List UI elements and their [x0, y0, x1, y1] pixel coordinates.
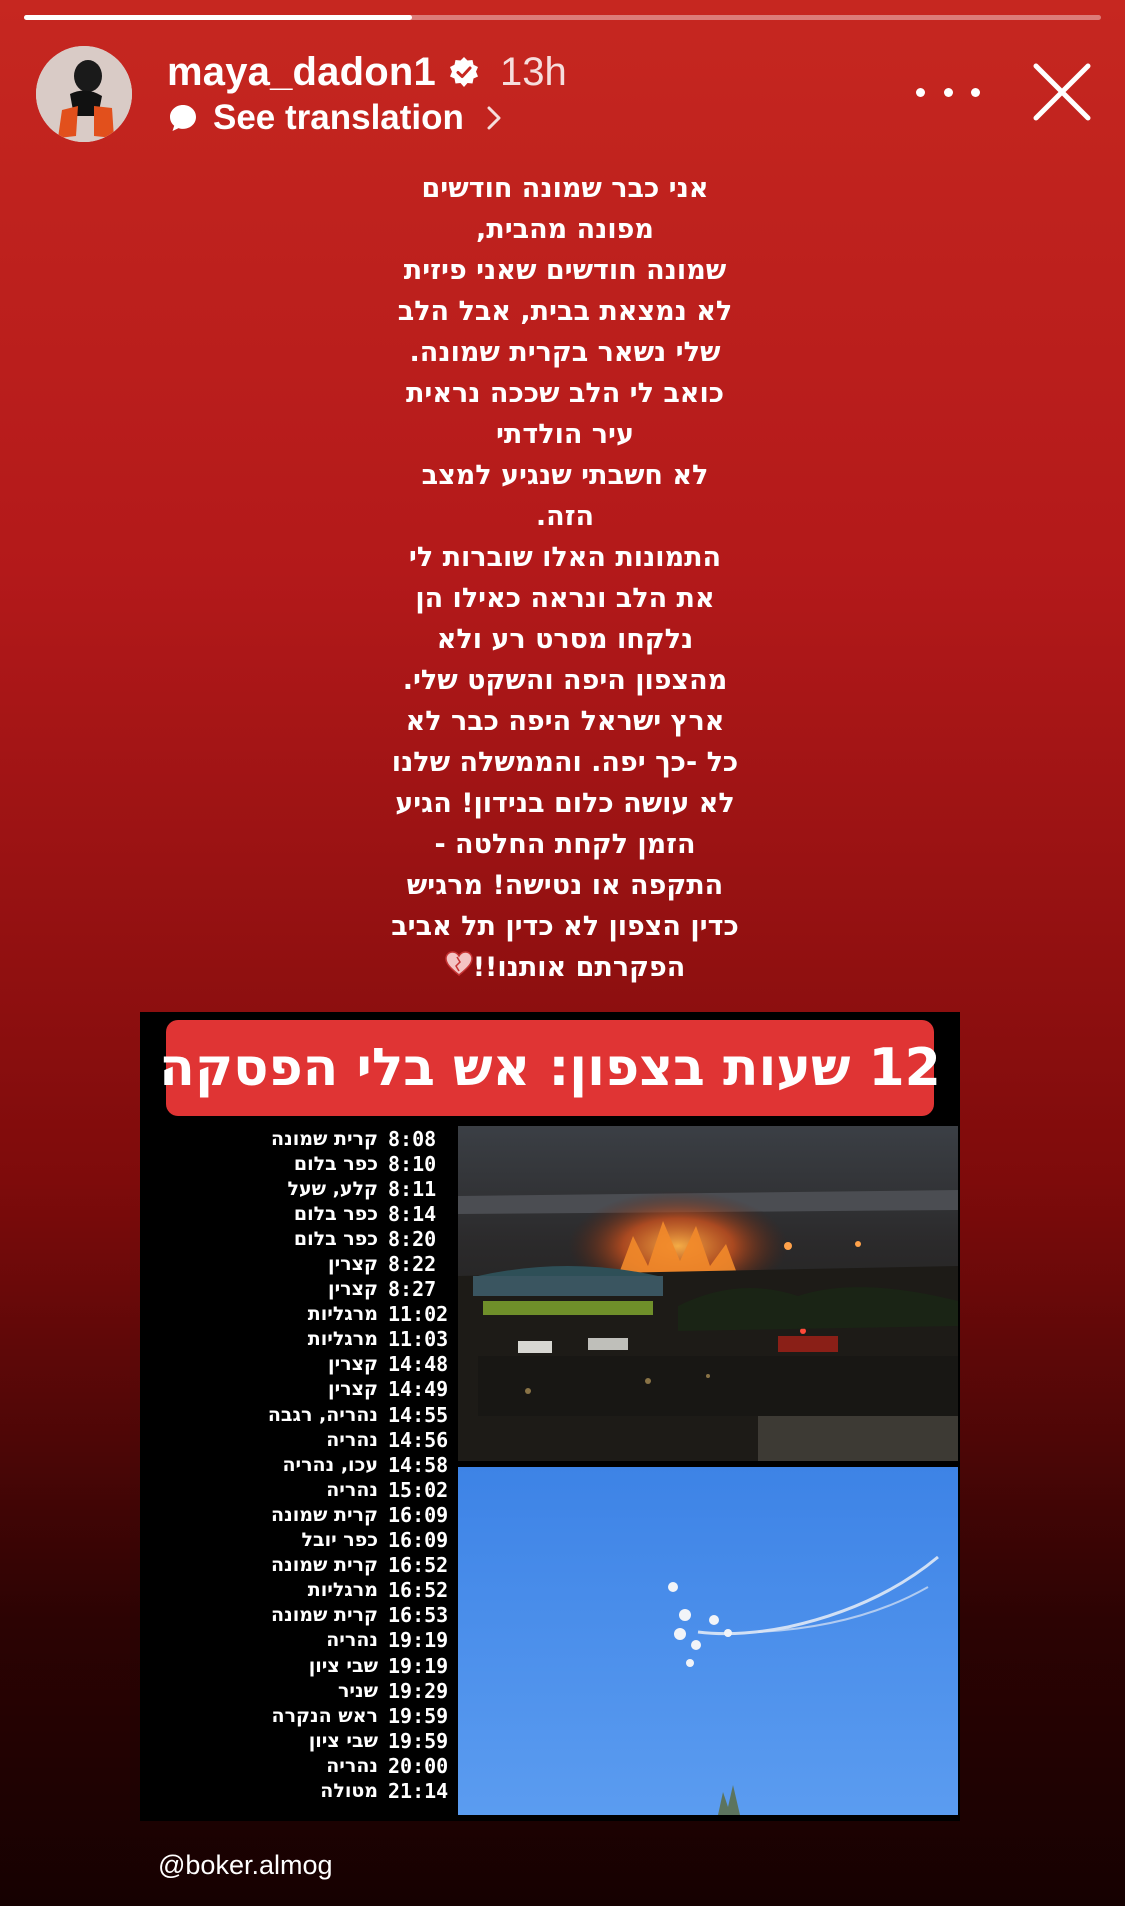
caption-line: כואב לי הלב שככה נראית	[405, 378, 725, 409]
timeline-place: כפר יובל	[301, 1529, 378, 1552]
caption-line: לא חשבתי שנגיע למצב	[421, 460, 709, 491]
credit-tag[interactable]: @boker.almog	[158, 1850, 333, 1880]
timeline-place: שבי ציון	[308, 1729, 378, 1752]
caption-line: התמונות האלו שוברות לי	[408, 542, 722, 573]
timeline-place: ראש הנקרה	[271, 1704, 378, 1727]
timeline-place: קרית שמונה	[271, 1604, 378, 1627]
avatar[interactable]	[36, 46, 132, 142]
story-progress-bar	[24, 15, 1101, 20]
timeline-row	[140, 1778, 450, 1803]
timeline-row	[140, 1377, 450, 1402]
see-translation-button[interactable]	[167, 96, 504, 140]
timeline-place: מטולה	[320, 1779, 378, 1802]
timeline-time: 15:02	[388, 1477, 449, 1502]
caption-line: נלקחו מסרט רע ולא	[436, 624, 694, 655]
caption-line: ארץ ישראל היפה כבר לא	[405, 706, 725, 737]
interceptions-sky-photo	[458, 1467, 958, 1815]
heart-icon	[445, 948, 473, 989]
username[interactable]: maya_dadon1	[167, 49, 436, 94]
timeline-time: 14:49	[388, 1377, 449, 1402]
timeline-time: 19:59	[388, 1703, 449, 1728]
fire-photo	[458, 1126, 958, 1461]
caption-line: מהצפון היפה והשקט שלי.	[402, 665, 728, 696]
timeline-row	[140, 1352, 450, 1377]
caption-line: כל -כך יפה. והממשלה שלנו	[391, 747, 739, 778]
post-time: 13h	[499, 49, 567, 94]
timeline-row	[140, 1226, 450, 1251]
timeline-time: 8:22	[388, 1252, 437, 1277]
timeline-place: עכו, נהריה	[282, 1453, 378, 1476]
timeline-row	[140, 1302, 450, 1327]
timeline-row	[140, 1578, 450, 1603]
chevron-right-icon	[484, 104, 504, 132]
caption-line: הזמן לקחת החלטה -	[434, 829, 696, 860]
timeline-place: נהריה, רגבה	[267, 1403, 378, 1426]
caption-line: הזה.	[535, 501, 595, 532]
timeline-time: 8:14	[388, 1201, 437, 1226]
timeline-place: שבי ציון	[308, 1654, 378, 1677]
caption-line: שמונה חודשים שאני פיזית	[403, 255, 727, 286]
story-caption	[300, 168, 830, 989]
timeline-row	[140, 1753, 450, 1778]
timeline-time: 11:03	[388, 1327, 449, 1352]
timeline-time: 8:27	[388, 1277, 437, 1302]
timeline-time: 19:59	[388, 1728, 449, 1753]
close-icon[interactable]	[1030, 60, 1094, 124]
see-translation-label: See translation	[213, 98, 464, 137]
caption-line: אני כבר שמונה חודשים	[421, 173, 709, 204]
timeline-place: קצרין	[328, 1353, 378, 1376]
timeline-row	[140, 1628, 450, 1653]
story-header	[167, 48, 567, 96]
timeline-place: קצרין	[328, 1253, 378, 1276]
caption-line: את הלב ונראה כאילו הן	[415, 583, 715, 614]
timeline-time: 21:14	[388, 1778, 449, 1803]
timeline-row	[140, 1327, 450, 1352]
timeline-place: מרגליות	[307, 1303, 378, 1326]
timeline-place: כפר בלום	[293, 1227, 378, 1250]
caption-line: הפקרתם אותנו!!	[300, 947, 830, 989]
timeline-time: 16:09	[388, 1528, 449, 1553]
timeline-row	[140, 1151, 450, 1176]
timeline-row	[140, 1678, 450, 1703]
timeline-row	[140, 1477, 450, 1502]
timeline-time: 8:10	[388, 1151, 437, 1176]
timeline-time: 16:09	[388, 1502, 449, 1527]
timeline-place: קרית שמונה	[271, 1127, 378, 1150]
timeline-time: 8:20	[388, 1226, 437, 1251]
timeline-time: 19:19	[388, 1628, 449, 1653]
timeline-place: קצרין	[328, 1378, 378, 1401]
timeline-place: מרגליות	[307, 1579, 378, 1602]
timeline-time: 14:55	[388, 1402, 449, 1427]
timeline-time: 19:19	[388, 1653, 449, 1678]
caption-line: מפונה מהבית,	[476, 214, 654, 245]
caption-line: התקפה או נטישה! מרגיש	[406, 870, 724, 901]
timeline-time: 19:29	[388, 1678, 449, 1703]
timeline-row	[140, 1728, 450, 1753]
timeline-time: 14:56	[388, 1427, 449, 1452]
timeline-time: 16:52	[388, 1578, 449, 1603]
timeline-row	[140, 1126, 450, 1151]
timeline-row	[140, 1603, 450, 1628]
infographic-banner	[159, 1020, 941, 1116]
timeline-place: קרית שמונה	[271, 1503, 378, 1526]
timeline-time: 20:00	[388, 1753, 449, 1778]
timeline-time: 16:53	[388, 1603, 449, 1628]
timeline-time: 11:02	[388, 1302, 449, 1327]
caption-line: לא נמצאת בבית, אבל הלב	[397, 296, 733, 327]
timeline-time: 8:08	[388, 1126, 437, 1151]
timeline-place: נהריה	[326, 1629, 378, 1652]
banner-title: 12 שעות בצפון: אש בלי הפסקה	[159, 1038, 941, 1098]
verified-badge-icon	[448, 56, 480, 88]
caption-line: לא עושה כלום בנידון! הגיע	[395, 788, 735, 819]
timeline-time: 14:48	[388, 1352, 449, 1377]
timeline-row	[140, 1502, 450, 1527]
timeline-row	[140, 1201, 450, 1226]
timeline-row	[140, 1528, 450, 1553]
timeline-row	[140, 1402, 450, 1427]
timeline-row	[140, 1653, 450, 1678]
dot	[944, 88, 953, 97]
dot	[916, 88, 925, 97]
timeline-place: כפר בלום	[293, 1202, 378, 1225]
attack-timeline	[140, 1126, 450, 1804]
timeline-place: קלע, שעל	[287, 1177, 378, 1200]
timeline-place: כפר בלום	[293, 1152, 378, 1175]
timeline-place: נהריה	[326, 1478, 378, 1501]
timeline-row	[140, 1176, 450, 1201]
timeline-row	[140, 1703, 450, 1728]
story-progress-fill	[24, 15, 412, 20]
timeline-place: מרגליות	[307, 1328, 378, 1351]
timeline-row	[140, 1427, 450, 1452]
caption-line: עיר הולדתי	[495, 419, 634, 450]
timeline-time: 16:52	[388, 1553, 449, 1578]
timeline-place: שניר	[337, 1679, 378, 1702]
timeline-row	[140, 1452, 450, 1477]
timeline-row	[140, 1277, 450, 1302]
timeline-time: 14:58	[388, 1452, 449, 1477]
timeline-place: נהריה	[326, 1428, 378, 1451]
infographic-image	[140, 1012, 960, 1821]
timeline-row	[140, 1553, 450, 1578]
timeline-time: 8:11	[388, 1176, 437, 1201]
speech-bubble-icon	[167, 102, 199, 134]
timeline-place: קצרין	[328, 1278, 378, 1301]
timeline-row	[140, 1251, 450, 1276]
caption-line: כדין הצפון לא כדין תל אביב	[391, 911, 739, 942]
more-dots-icon[interactable]	[916, 72, 980, 112]
timeline-place: קרית שמונה	[271, 1554, 378, 1577]
timeline-place: נהריה	[326, 1754, 378, 1777]
caption-line: שלי נשאר בקרית שמונה.	[409, 337, 721, 368]
dot	[971, 88, 980, 97]
